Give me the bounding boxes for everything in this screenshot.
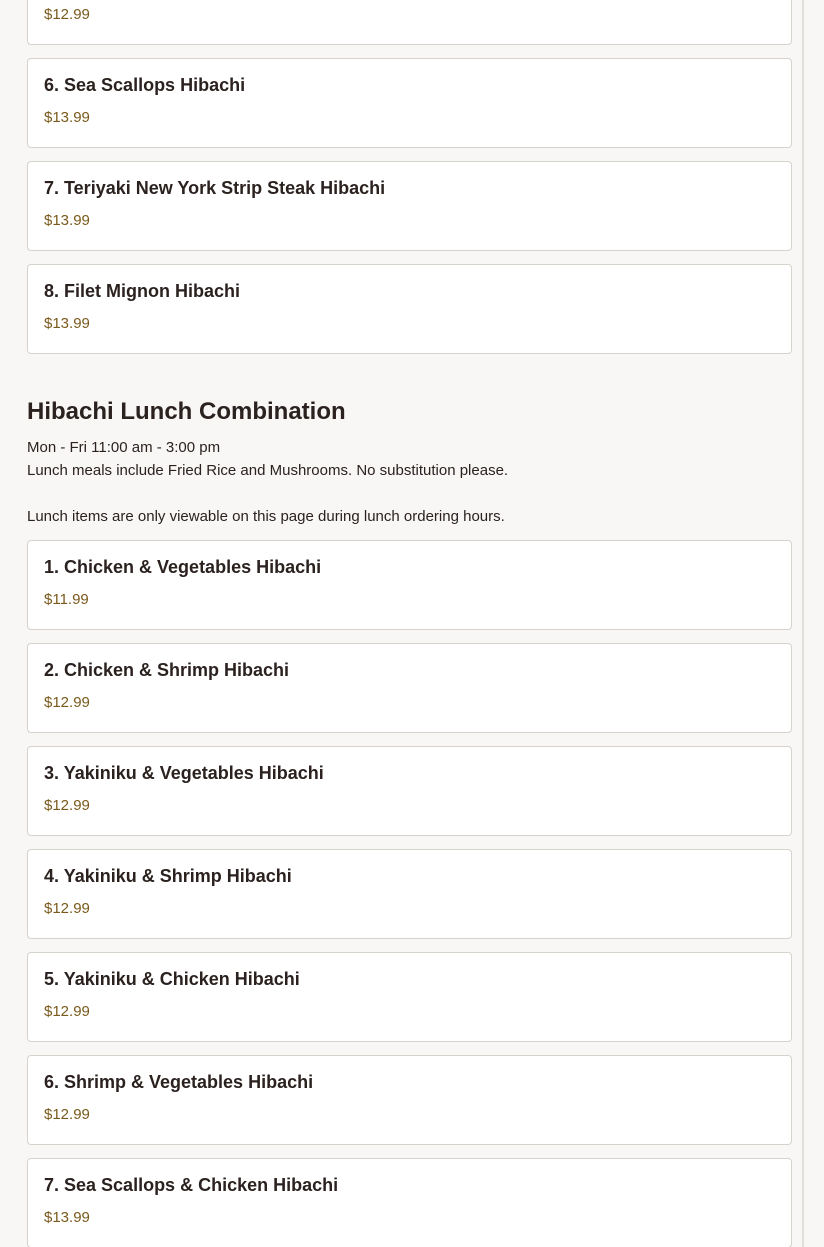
menu-item-price: $13.99	[44, 315, 90, 332]
menu-item-price: $13.99	[44, 1209, 90, 1226]
menu-item-price: $11.99	[44, 591, 89, 608]
menu-item-name: 4. Yakiniku & Shrimp Hibachi	[44, 866, 292, 886]
menu-item-card[interactable]	[27, 58, 792, 148]
menu-item-name: 8. Filet Mignon Hibachi	[44, 281, 241, 301]
menu-item-name: 6. Shrimp & Vegetables Hibachi	[44, 1072, 314, 1092]
menu-item-card[interactable]	[27, 952, 792, 1042]
section-spacer	[27, 482, 792, 505]
section-note: Lunch meals include Fried Rice and Mushrooms. No substitution please.	[27, 462, 509, 479]
menu-item-name: 1. Chicken & Vegetables Hibachi	[44, 557, 322, 577]
menu-item-card[interactable]	[27, 264, 792, 354]
section-title: Hibachi Lunch Combination	[27, 398, 346, 425]
page-divider	[802, 0, 804, 1247]
menu-item-name: 7. Sea Scallops & Chicken Hibachi	[44, 1175, 339, 1195]
menu-item-card[interactable]	[27, 0, 792, 45]
menu-item-name: 2. Chicken & Shrimp Hibachi	[44, 660, 290, 680]
menu-item-card[interactable]	[27, 161, 792, 251]
menu-item-price: $12.99	[44, 1106, 90, 1123]
menu-item-card[interactable]	[27, 540, 792, 630]
menu-item-name: 5. Yakiniku & Chicken Hibachi	[44, 969, 300, 989]
menu-item-name: 7. Teriyaki New York Strip Steak Hibachi	[44, 178, 386, 198]
menu-item-price: $13.99	[44, 212, 90, 229]
menu-item-card[interactable]	[27, 643, 792, 733]
section-availability-note: Lunch items are only viewable on this page during lunch ordering hours.	[27, 508, 505, 525]
menu-item-price: $12.99	[44, 900, 90, 917]
menu-item-card[interactable]	[27, 1158, 792, 1247]
lunch-section-header	[27, 367, 792, 540]
menu-item-price: $12.99	[44, 6, 90, 23]
menu-item-card[interactable]	[27, 746, 792, 836]
menu-item-card[interactable]	[27, 849, 792, 939]
menu-column	[27, 0, 792, 1247]
menu-item-price: $12.99	[44, 694, 90, 711]
menu-item-name: 3. Yakiniku & Vegetables Hibachi	[44, 763, 324, 783]
menu-item-price: $12.99	[44, 1003, 90, 1020]
section-hours: Mon - Fri 11:00 am - 3:00 pm	[27, 439, 221, 456]
menu-item-name: 6. Sea Scallops Hibachi	[44, 75, 246, 95]
menu-item-price: $13.99	[44, 109, 90, 126]
menu-item-card[interactable]	[27, 1055, 792, 1145]
menu-item-price: $12.99	[44, 797, 90, 814]
